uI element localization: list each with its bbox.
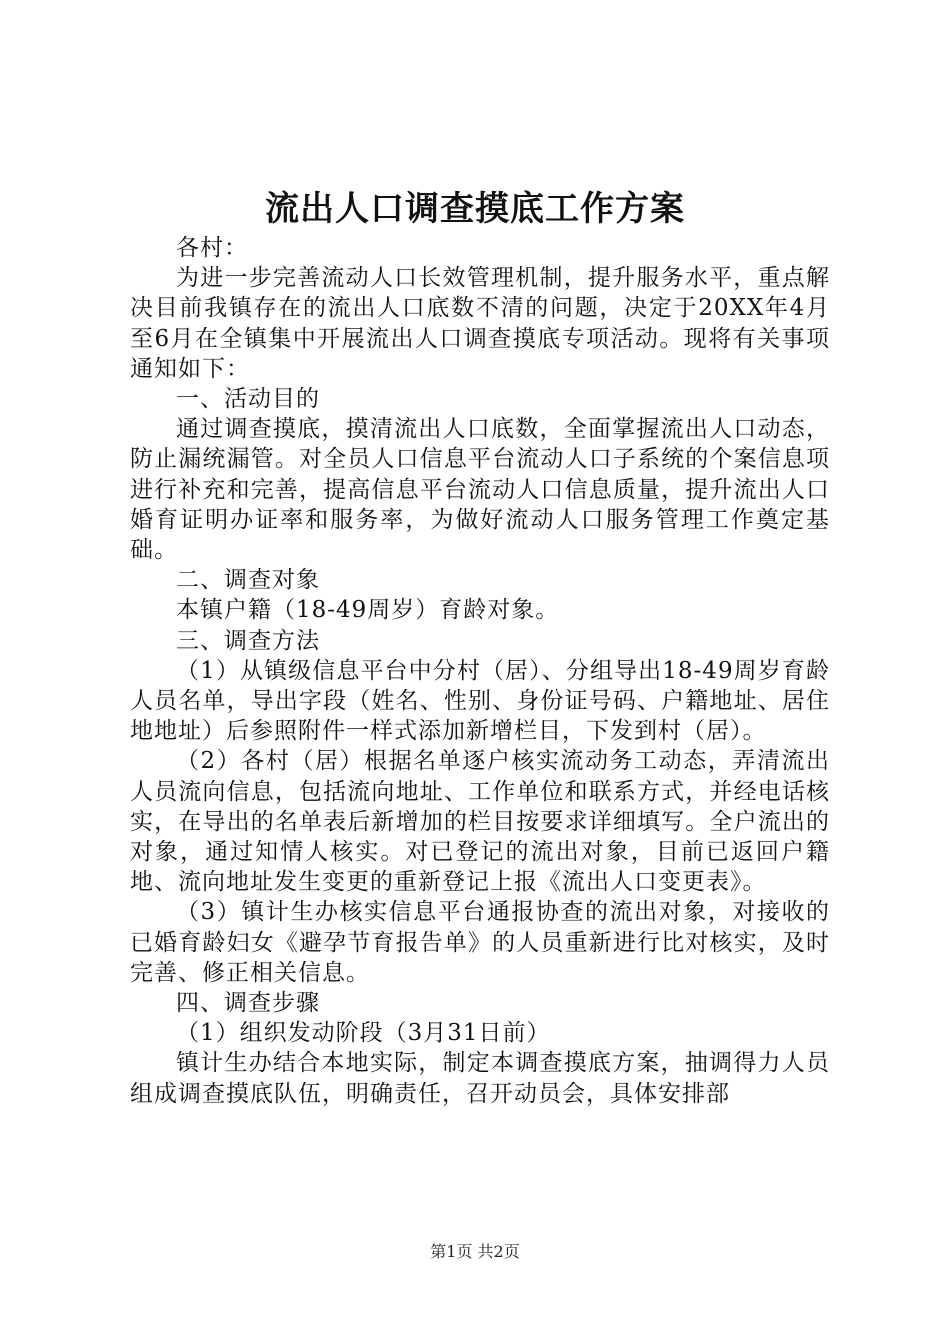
page-footer: 第1页 共2页 — [430, 1242, 520, 1261]
method-item-1: （1）从镇级信息平台中分村（居）、分组导出18-49周岁育龄人员名单，导出字段（姓名、性别、身份证号码、户籍地址、居住地地址）后参照附件一样式添加新增栏目，下发到村（居）。 — [130, 657, 830, 745]
section-heading-steps: 四、调查步骤 — [176, 990, 320, 1017]
document-body — [130, 233, 830, 1109]
method-item-3: （3）镇计生办核实信息平台通报协查的流出对象，对接收的已婚育龄妇女《避孕节育报告单》的人员重新进行比对核实，及时完善、修正相关信息。 — [130, 899, 830, 986]
step-paragraph-1: 镇计生办结合本地实际，制定本调查摸底方案，抽调得力人员组成调查摸底队伍，明确责任，召开动员会，具体安排部 — [130, 1050, 830, 1107]
section-heading-purpose: 一、活动目的 — [176, 386, 320, 413]
intro-paragraph: 为进一步完善流动人口长效管理机制，提升服务水平，重点解决目前我镇存在的流出人口底数不清的问题，决定于20XX年4月至6月在全镇集中开展流出人口调查摸底专项活动。现将有关事项通知如下： — [130, 265, 830, 382]
purpose-paragraph: 通过调查摸底，摸清流出人口底数，全面掌握流出人口动态，防止漏统漏管。对全员人口信息平台流动人口子系统的个案信息项进行补充和完善，提高信息平台流动人口信息质量，提升流出人口婚育证明办证率和服务率，为做好流动人口服务管理工作奠定基础。 — [130, 416, 830, 564]
document-title: 流出人口调查摸底工作方案 — [265, 189, 685, 229]
salutation: 各村： — [176, 235, 248, 261]
subjects-paragraph: 本镇户籍（18-49周岁）育龄对象。 — [176, 597, 560, 624]
section-heading-methods: 三、调查方法 — [176, 627, 320, 654]
section-heading-subjects: 二、调查对象 — [176, 567, 320, 594]
method-item-2: （2）各村（居）根据名单逐户核实流动务工动态，弄清流出人员流向信息，包括流向地址、工作单位和联系方式，并经电话核实，在导出的名单表后新增加的栏目按要求详细填写。全户流出的对象，通过知情人核实。对已登记的流出对象，目前已返回户籍地、流向地址发生变更的重新登记上报《流出人口变更表》。 — [130, 748, 830, 896]
step-heading-1: （1）组织发动阶段（3月31日前） — [176, 1020, 551, 1047]
